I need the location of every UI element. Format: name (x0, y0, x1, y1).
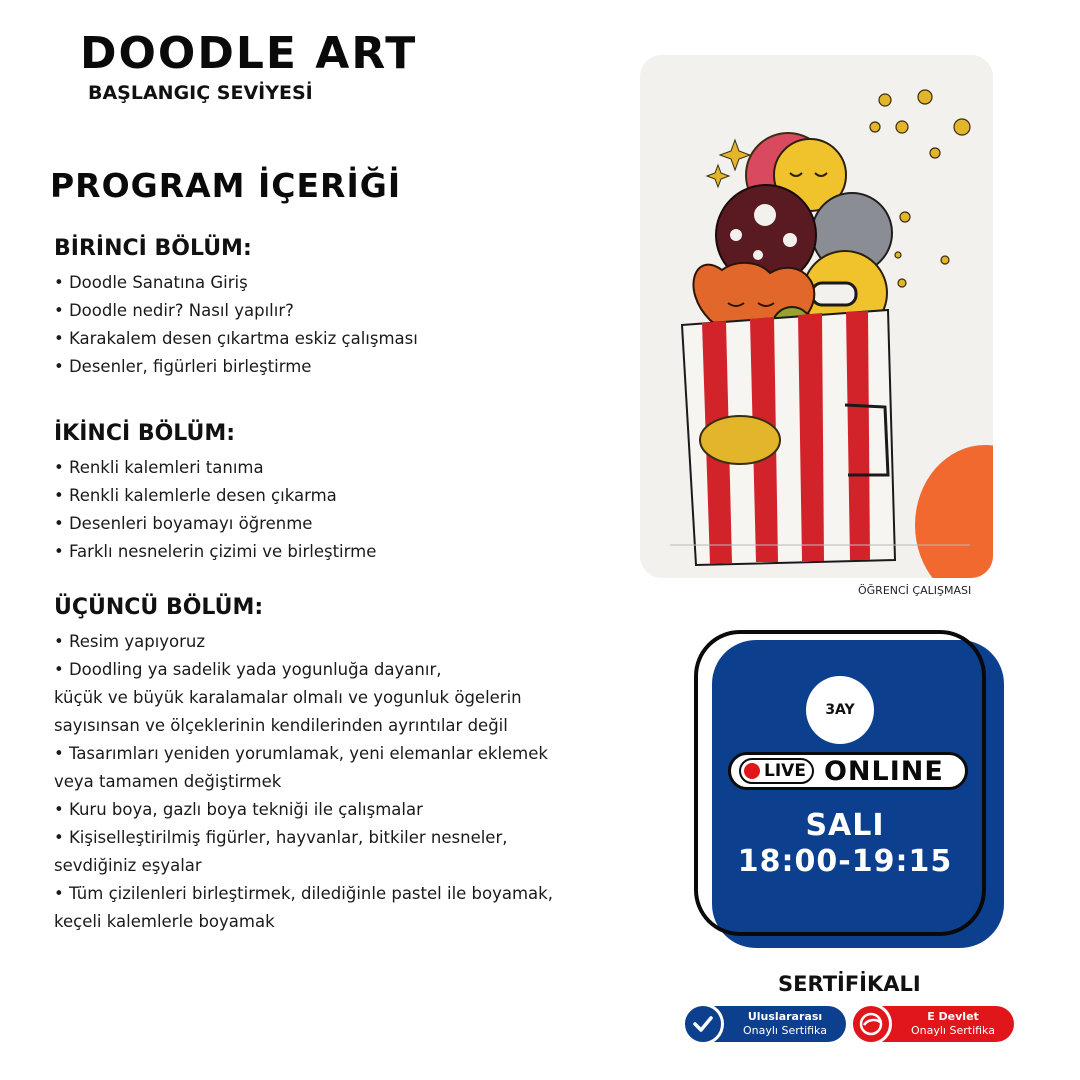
checkmark-icon (682, 1003, 724, 1045)
list-item: küçük ve büyük karalamalar olmalı ve yogunluk ögelerin (54, 688, 522, 707)
list-item: sayısınsan ve ölçeklerinin kendilerinden ayrıntılar değil (54, 716, 508, 735)
record-dot-icon (744, 763, 760, 779)
list-item: • Kişiselleştirilmiş figürler, hayvanlar, bitkiler nesneler, (54, 828, 508, 847)
section-list (54, 454, 614, 566)
level-subtitle: BAŞLANGIÇ SEVİYESİ (88, 82, 313, 104)
list-item: • Doodle Sanatına Giriş (54, 273, 248, 292)
section-list (54, 269, 614, 381)
live-label: LIVE (764, 761, 806, 781)
photo-caption: ÖĞRENCİ ÇALIŞMASI (858, 584, 972, 597)
section-first (54, 236, 614, 381)
badge-text (724, 1010, 846, 1038)
artwork-illustration (640, 55, 993, 578)
duration-badge: 3AY (806, 676, 874, 744)
live-online-badge (728, 752, 968, 790)
badge-text (892, 1010, 1014, 1038)
section-heading: BİRİNCİ BÖLÜM: (54, 236, 252, 261)
international-certificate-badge (686, 1006, 846, 1042)
list-item: • Tüm çizilenleri birleştirmek, dilediğinle pastel ile boyamak, (54, 884, 553, 903)
list-item: veya tamamen değiştirmek (54, 772, 282, 791)
online-label: ONLINE (823, 755, 944, 787)
certificate-heading: SERTİFİKALI (778, 972, 921, 996)
badge-title: Uluslararası (747, 1010, 823, 1023)
list-item: • Desenleri boyamayı öğrenme (54, 514, 313, 533)
list-item: sevdiğiniz eşyalar (54, 856, 202, 875)
page-title: DOODLE ART (80, 28, 418, 79)
list-item: • Farklı nesnelerin çizimi ve birleştirme (54, 542, 377, 561)
list-item: • Karakalem desen çıkartma eskiz çalışması (54, 329, 418, 348)
list-item: • Doodle nedir? Nasıl yapılır? (54, 301, 294, 320)
list-item: • Doodling ya sadelik yada yogunluğa dayanır, (54, 660, 442, 679)
list-item: • Resim yapıyoruz (54, 632, 206, 651)
edevlet-logo-icon (850, 1003, 892, 1045)
schedule-day: SALI (805, 808, 885, 843)
section-second (54, 421, 614, 566)
section-list (54, 628, 614, 936)
list-item: keçeli kalemlerle boyamak (54, 912, 275, 931)
badge-subtitle: Onaylı Sertifika (743, 1024, 827, 1037)
live-tag (739, 758, 814, 784)
schedule-time: 18:00-19:15 (737, 844, 953, 879)
list-item: • Renkli kalemleri tanıma (54, 458, 264, 477)
section-heading: ÜÇÜNCÜ BÖLÜM: (54, 595, 264, 620)
section-heading: İKİNCİ BÖLÜM: (54, 421, 236, 446)
list-item: • Desenler, figürleri birleştirme (54, 357, 312, 376)
program-heading: PROGRAM İÇERİĞİ (50, 166, 402, 205)
student-artwork-image (640, 55, 993, 578)
list-item: • Tasarımları yeniden yorumlamak, yeni elemanlar eklemek (54, 744, 548, 763)
section-third (54, 595, 614, 936)
list-item: • Kuru boya, gazlı boya tekniği ile çalışmalar (54, 800, 423, 819)
badge-title: E Devlet (927, 1010, 979, 1023)
badge-subtitle: Onaylı Sertifika (911, 1024, 995, 1037)
edevlet-certificate-badge (854, 1006, 1014, 1042)
list-item: • Renkli kalemlerle desen çıkarma (54, 486, 337, 505)
